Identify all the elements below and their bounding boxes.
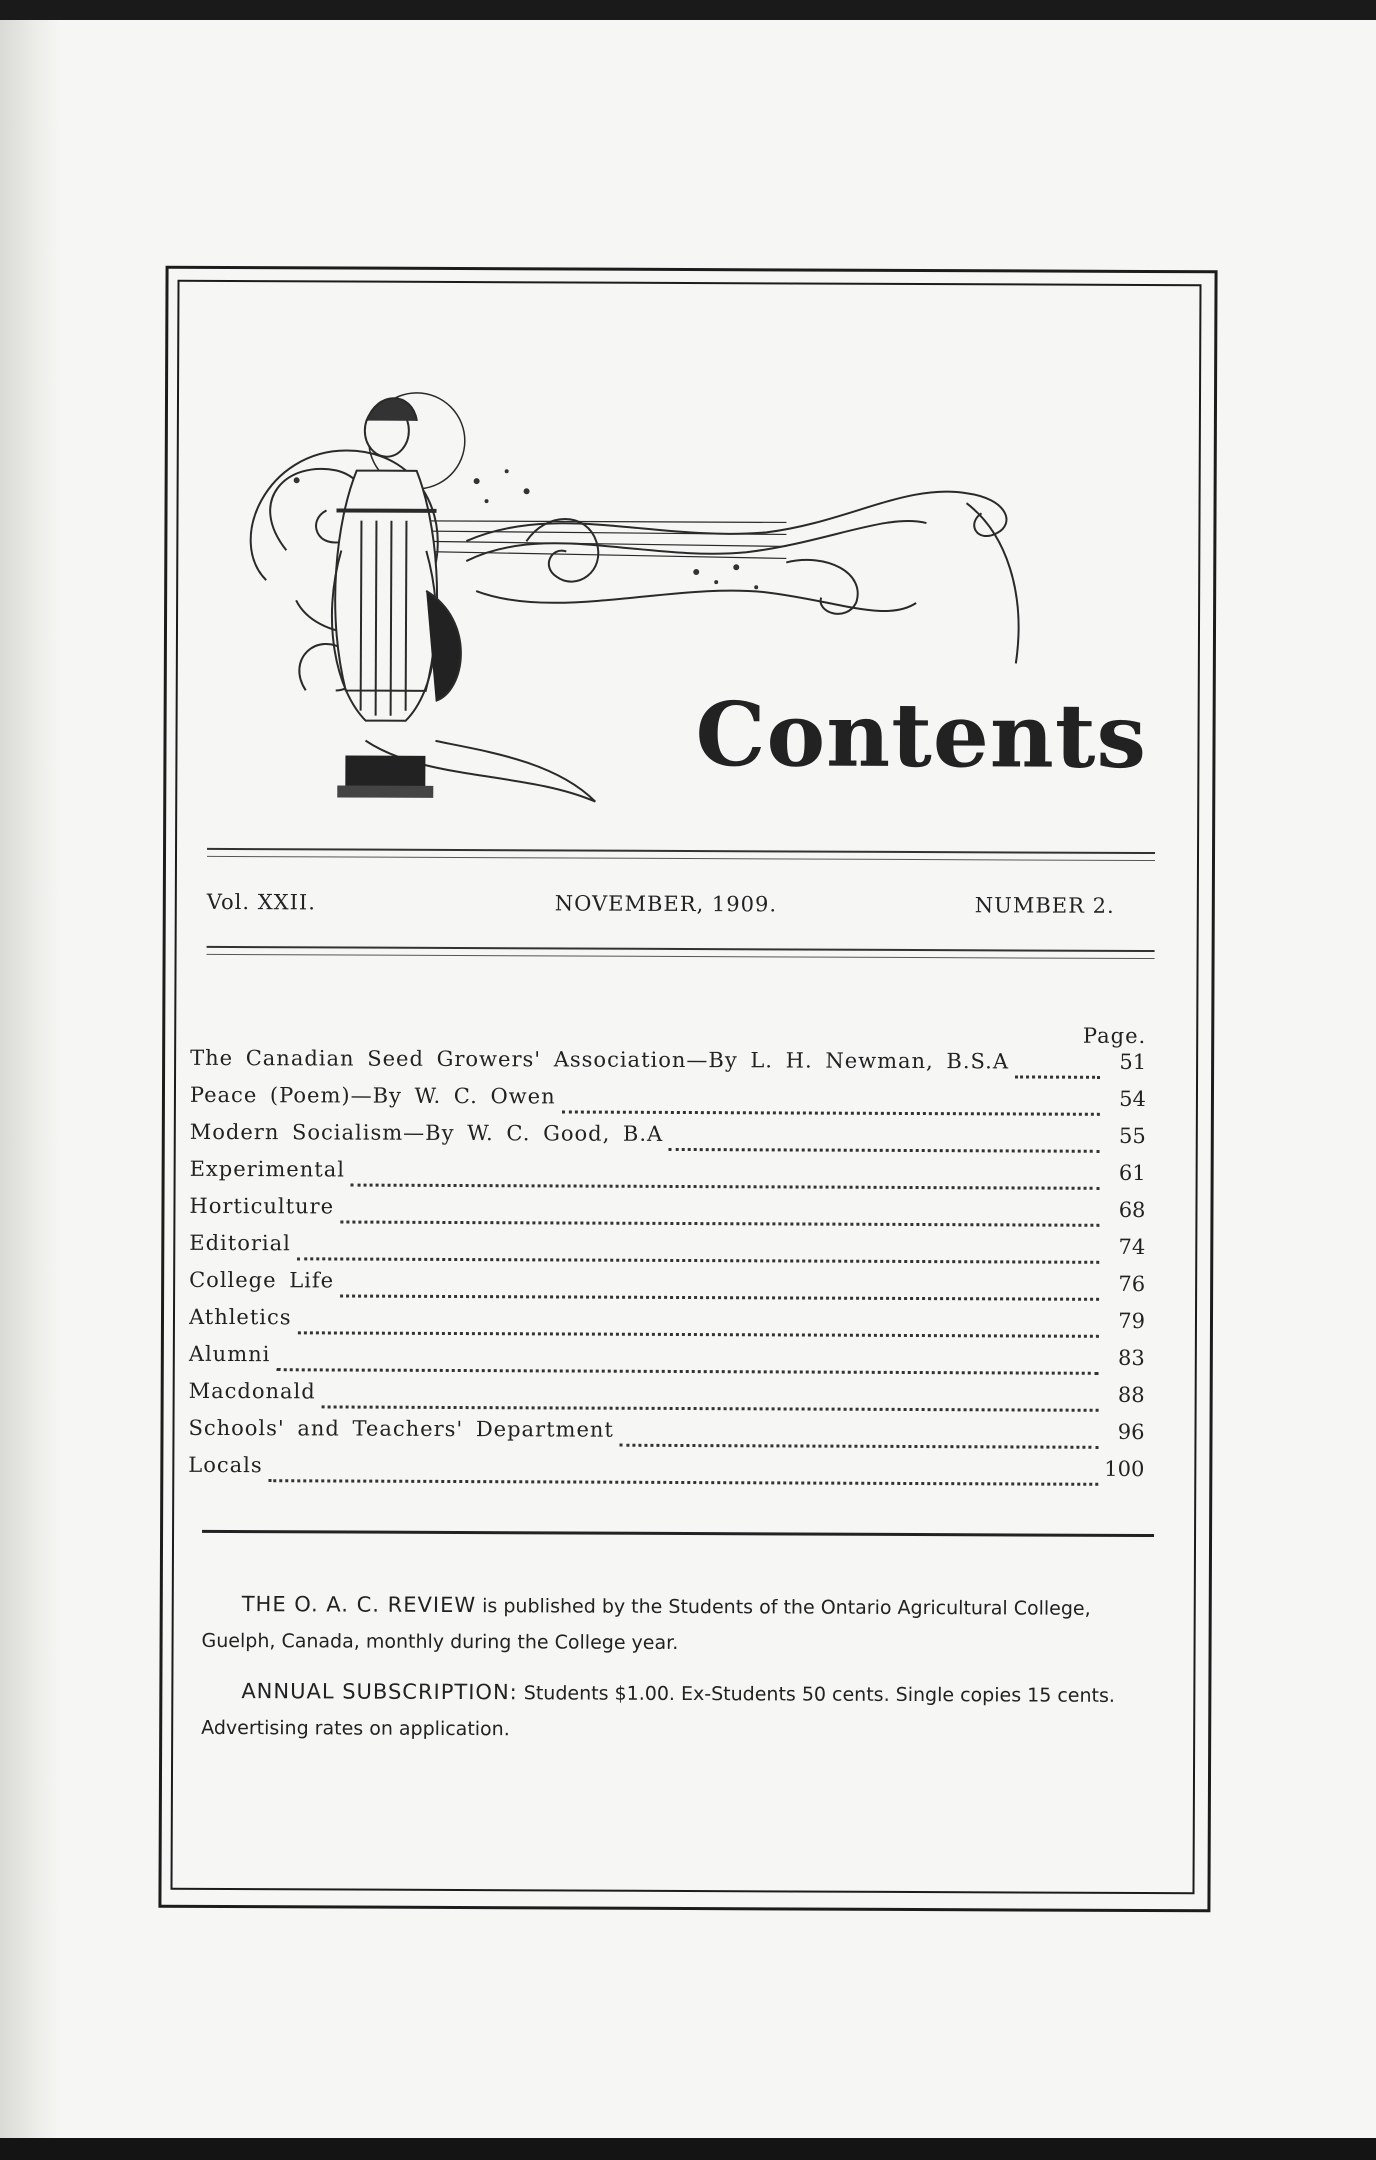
toc-entry[interactable] — [189, 1305, 1145, 1346]
toc-entry-title: Macdonald — [188, 1378, 316, 1404]
toc-entry-title: The Canadian Seed Growers' Association—By L. H. Newman, B.S.A — [190, 1045, 1010, 1074]
toc-entry-page: 79 — [1118, 1308, 1146, 1334]
dot-leader — [276, 1358, 1098, 1375]
toc-entry[interactable] — [188, 1416, 1144, 1457]
toc-entry-page: 68 — [1118, 1197, 1146, 1223]
footer-rule — [202, 1530, 1154, 1537]
subscription-lead: ANNUAL SUBSCRIPTION: — [241, 1679, 518, 1705]
double-rule-top — [207, 848, 1155, 861]
dot-leader — [669, 1138, 1100, 1153]
toc-entry-title: Experimental — [189, 1156, 346, 1182]
dot-leader — [297, 1247, 1099, 1264]
subscription-notice — [201, 1673, 1157, 1750]
dot-leader — [562, 1100, 1100, 1115]
dot-leader — [620, 1434, 1099, 1449]
subscription-text: Students $1.00. Ex-Students 50 cents. Single copies 15 cents. Advertising rates on application. — [201, 1682, 1115, 1741]
review-notice-text: is published by the Students of the Ontario Agricultural College, Guelph, Canada, monthly during the College year. — [201, 1595, 1091, 1654]
review-notice — [201, 1586, 1157, 1663]
toc-entry[interactable] — [189, 1379, 1145, 1420]
publication-notice — [201, 1586, 1158, 1764]
dot-leader — [298, 1321, 1099, 1337]
toc-entry-title: Locals — [188, 1452, 263, 1478]
toc-entry[interactable] — [189, 1342, 1145, 1383]
dot-leader — [340, 1285, 1099, 1301]
toc-entry-page: 76 — [1118, 1271, 1146, 1297]
book-spine-edge — [0, 20, 60, 2160]
table-of-contents — [188, 1020, 1146, 1494]
toc-entry-page: 88 — [1117, 1382, 1145, 1408]
toc-entry-title: Athletics — [188, 1304, 292, 1330]
toc-entry[interactable] — [189, 1231, 1145, 1272]
toc-entry-title: Schools' and Teachers' Department — [188, 1415, 614, 1442]
double-rule-bottom — [207, 946, 1155, 959]
dot-leader — [1015, 1065, 1100, 1078]
toc-entry-title: College Life — [189, 1267, 335, 1293]
dot-leader — [340, 1211, 1099, 1227]
toc-entry[interactable] — [190, 1083, 1146, 1124]
toc-entry[interactable] — [190, 1120, 1146, 1161]
toc-entry-page: 96 — [1117, 1419, 1145, 1445]
toc-entry-title: Alumni — [188, 1341, 271, 1367]
toc-entry-title: Editorial — [189, 1230, 291, 1256]
toc-entry-page: 100 — [1104, 1456, 1145, 1482]
contents-page — [171, 280, 1198, 1890]
volume-label: Vol. XXII. — [206, 889, 316, 915]
toc-entry-page: 54 — [1119, 1086, 1146, 1112]
toc-entry-page: 55 — [1118, 1123, 1146, 1149]
dot-leader — [269, 1469, 1099, 1486]
dot-leader — [351, 1174, 1100, 1190]
dot-leader — [322, 1395, 1099, 1411]
toc-entry-page: 74 — [1118, 1234, 1146, 1260]
toc-entry-title: Peace (Poem)—By W. C. Owen — [189, 1082, 556, 1109]
toc-entry-page: 51 — [1119, 1049, 1147, 1075]
toc-entry-title: Horticulture — [189, 1193, 335, 1219]
toc-entry-page: 61 — [1118, 1160, 1146, 1186]
toc-entry[interactable] — [189, 1194, 1145, 1235]
page-column-header: Page. — [1082, 1023, 1147, 1049]
toc-entry-title: Modern Socialism—By W. C. Good, B.A — [189, 1119, 664, 1146]
toc-entry[interactable] — [190, 1046, 1146, 1087]
review-notice-lead: THE O. A. C. REVIEW — [241, 1592, 477, 1618]
page-title: Contents — [695, 682, 1148, 789]
issue-date: NOVEMBER, 1909. — [554, 891, 778, 917]
issue-number: NUMBER 2. — [974, 893, 1115, 918]
toc-entry[interactable] — [188, 1453, 1144, 1494]
toc-entry[interactable] — [189, 1268, 1145, 1309]
scan-bottom-edge — [0, 2138, 1376, 2160]
toc-entry-page: 83 — [1118, 1345, 1145, 1371]
toc-entry[interactable] — [190, 1157, 1146, 1198]
